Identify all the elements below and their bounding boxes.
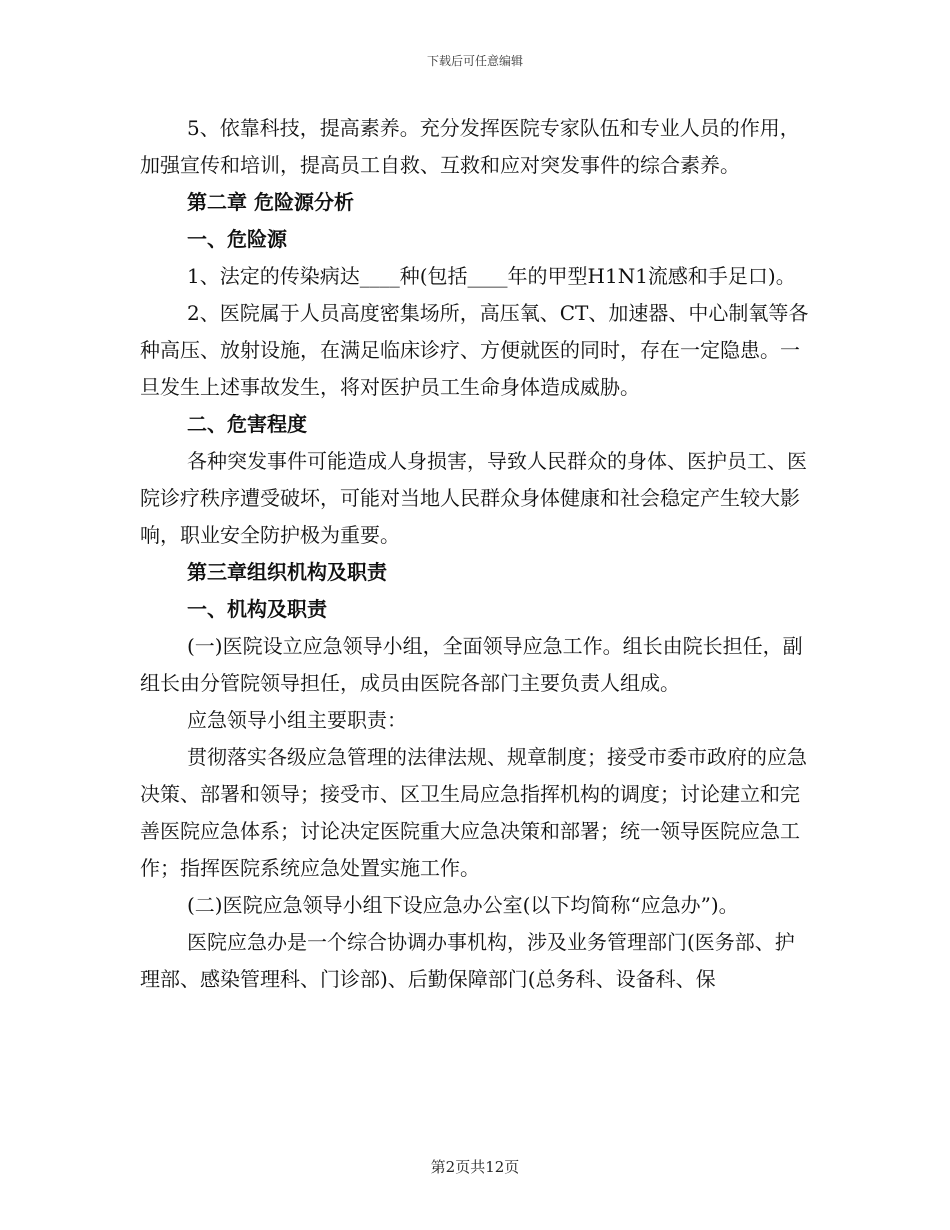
paragraph-duties-detail: 贯彻落实各级应急管理的法律法规、规章制度；接受市委市政府的应急决策、部署和领导；接受市、区卫生局应急指挥机构的调度；讨论建立和完善医院应急体系；讨论决定医院重大应急决策和部署；统一领导医院应急工作；指挥医院系统应急处置实施工作。 [140, 745, 807, 880]
page-header: 下载后可任意编辑 [426, 54, 523, 68]
paragraph-duties-intro: 应急领导小组主要职责： [187, 708, 407, 732]
paragraph-science-literacy: 5、依靠科技，提高素养。充分发挥医院专家队伍和专业人员的作用，加强宣传和培训，提高员工自救、互救和应对突发事件的综合素养。 [140, 116, 800, 177]
section-organization-heading: 一、机构及职责 [187, 597, 327, 621]
section-hazard-sources-heading: 一、危险源 [187, 227, 287, 251]
paragraph-harm-description: 各种突发事件可能造成人身损害，导致人民群众的身体、医护员工、医院诊疗秩序遭受破坏，可能对当地人民群众身体健康和社会稳定产生较大影响，职业安全防护极为重要。 [140, 449, 807, 547]
paragraph-emergency-office: (二)医院应急领导小组下设应急办公室(以下均简称“应急办”)。 [187, 893, 739, 917]
paragraph-leadership-group: (一)医院设立应急领导小组，全面领导应急工作。组长由院长担任，副组长由分管院领导担任，成员由医院各部门主要负责人组成。 [140, 634, 803, 695]
document-body [140, 110, 810, 998]
paragraph-infectious-diseases: 1、法定的传染病达____种(包括____年的甲型H1N1流感和手足口)。 [187, 264, 796, 288]
paragraph-high-pressure-facilities: 2、医院属于人员高度密集场所，高压氧、CT、加速器、中心制氧等各种高压、放射设施，在满足临床诊疗、方便就医的同时，存在一定隐患。一旦发生上述事故发生，将对医护员工生命身体造成威胁。 [140, 301, 809, 399]
paragraph-office-description: 医院应急办是一个综合协调办事机构，涉及业务管理部门(医务部、护理部、感染管理科、门诊部)、后勤保障部门(总务科、设备科、保 [140, 930, 795, 991]
section-harm-degree-heading: 二、危害程度 [187, 412, 307, 436]
page-footer: 第2页共12页 [430, 1158, 520, 1176]
chapter-3-heading: 第三章组织机构及职责 [187, 560, 387, 584]
chapter-2-heading: 第二章 危险源分析 [187, 190, 354, 214]
